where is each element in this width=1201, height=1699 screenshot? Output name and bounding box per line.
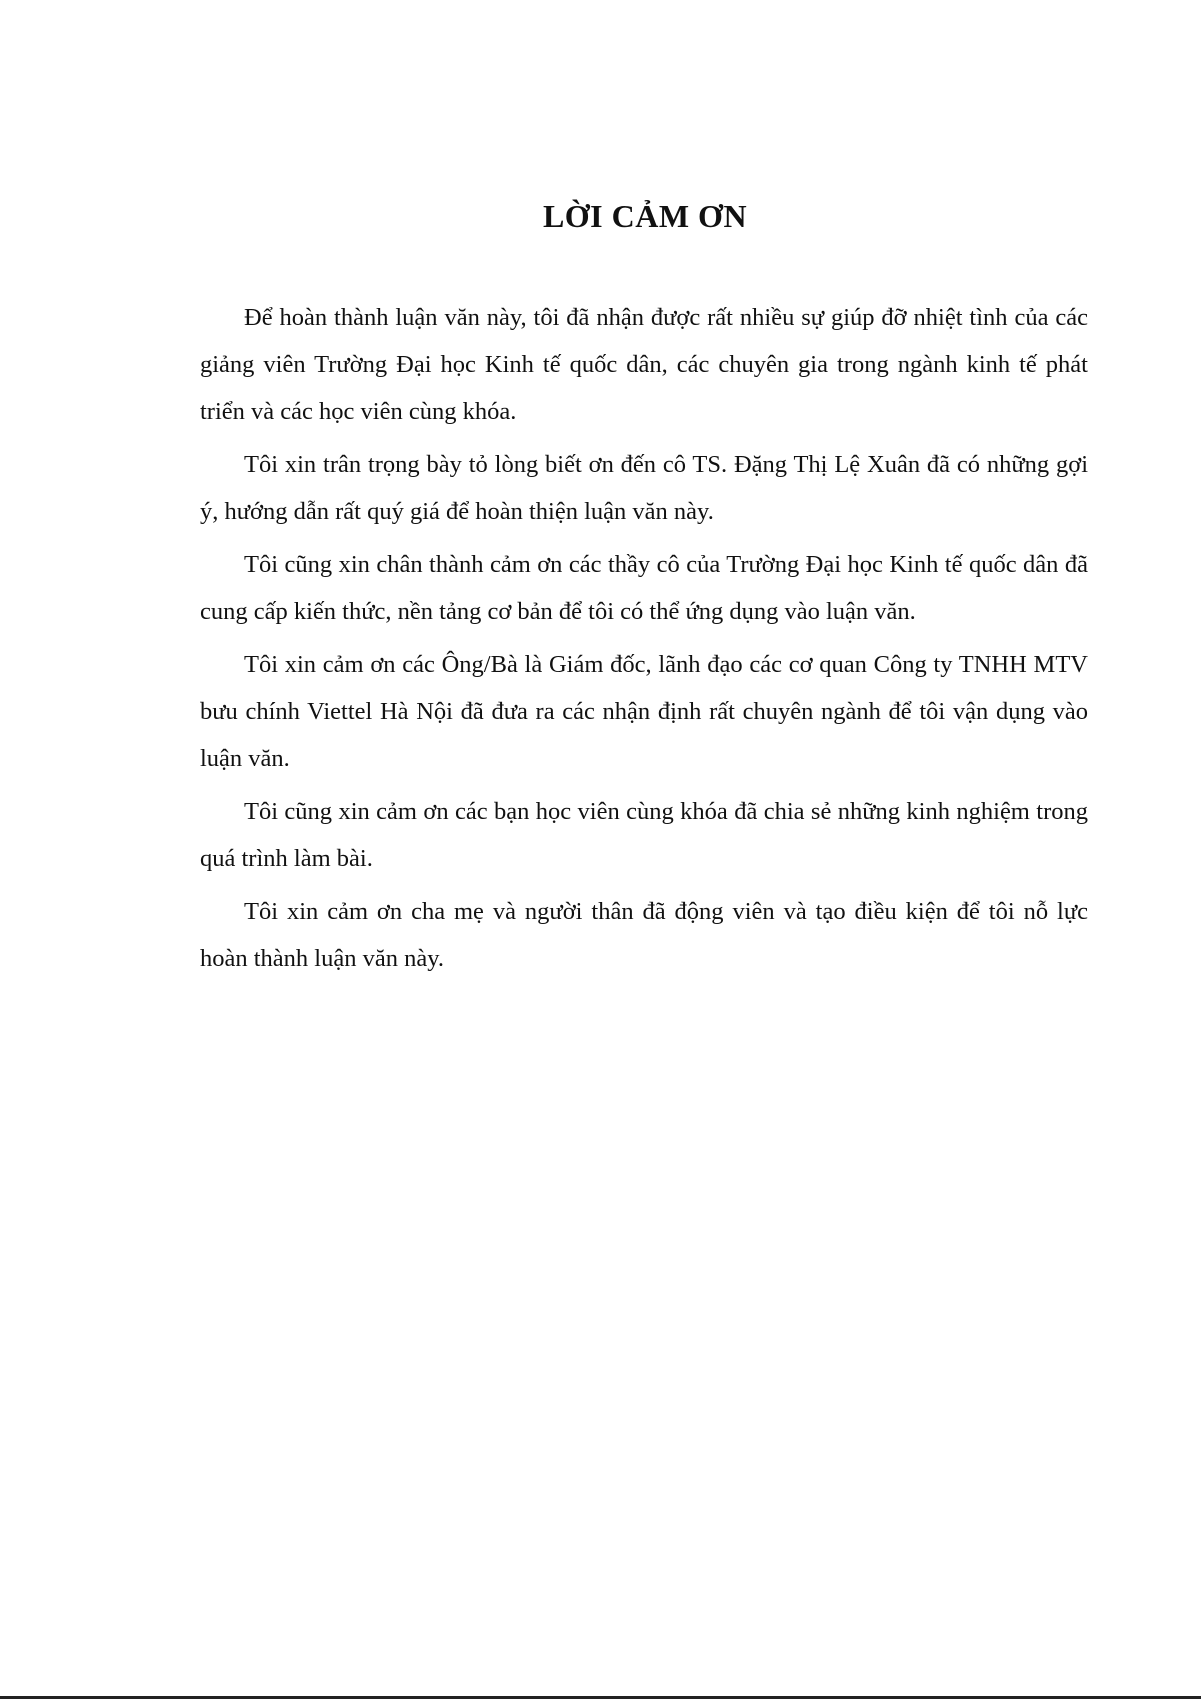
acknowledgement-body [200, 294, 1088, 988]
paragraph-1: Để hoàn thành luận văn này, tôi đã nhận được rất nhiều sự giúp đỡ nhiệt tình của các giảng viên Trường Đại học Kinh tế quốc dân, các chuyên gia trong ngành kinh tế phát triển và các học viên cùng khóa. [200, 304, 1088, 425]
page-title: LỜI CẢM ƠN [542, 198, 748, 234]
paragraph-5: Tôi cũng xin cảm ơn các bạn học viên cùng khóa đã chia sẻ những kinh nghiệm trong quá trình làm bài. [200, 798, 1088, 872]
paragraph-2: Tôi xin trân trọng bày tỏ lòng biết ơn đến cô TS. Đặng Thị Lệ Xuân đã có những gợi ý, hướng dẫn rất quý giá để hoàn thiện luận văn này. [200, 451, 1088, 525]
paragraph-6: Tôi xin cảm ơn cha mẹ và người thân đã động viên và tạo điều kiện để tôi nỗ lực hoàn thành luận văn này. [200, 898, 1088, 972]
paragraph-4: Tôi xin cảm ơn các Ông/Bà là Giám đốc, lãnh đạo các cơ quan Công ty TNHH MTV bưu chính Viettel Hà Nội đã đưa ra các nhận định rất chuyên ngành để tôi vận dụng vào luận văn. [200, 651, 1088, 772]
paragraph-3: Tôi cũng xin chân thành cảm ơn các thầy cô của Trường Đại học Kinh tế quốc dân đã cung cấp kiến thức, nền tảng cơ bản để tôi có thể ứng dụng vào luận văn. [200, 551, 1088, 625]
